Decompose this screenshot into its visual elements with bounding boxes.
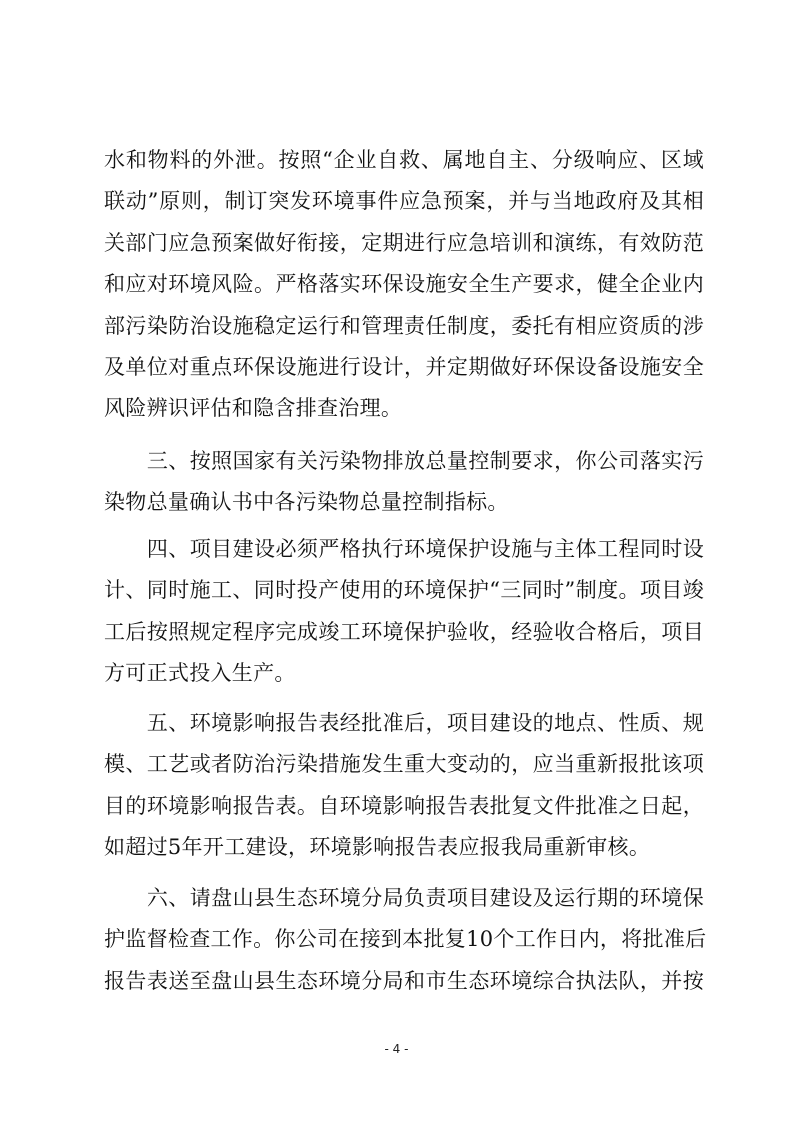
text-line: 如超过5年开工建设，环境影响报告表应报我局重新审核。 — [104, 835, 651, 860]
text-line: 模、工艺或者防治污染措施发生重大变动的，应当重新报批该项 — [104, 752, 704, 777]
paragraph-item-6 — [104, 878, 707, 1002]
text-line: 护监督检查工作。你公司在接到本批复10个工作日内，将批准后 — [104, 927, 707, 952]
text-line: 部污染防治设施稳定运行和管理责任制度，委托有相应资质的涉 — [104, 313, 704, 338]
paragraph-item-4 — [104, 529, 704, 695]
text-line: 水和物料的外泄。按照“企业自救、属地自主、分级响应、区域 — [104, 148, 704, 172]
text-line: 染物总量确认书中各污染物总量控制指标。 — [104, 490, 509, 515]
text-line: 目的环境影响报告表。自环境影响报告表批复文件批准之日起， — [104, 793, 704, 818]
text-line: 四、项目建设必须严格执行环境保护设施与主体工程同时设 — [104, 537, 704, 561]
text-line: 工后按照规定程序完成竣工环境保护验收，经验收合格后，项目 — [104, 619, 704, 644]
text-line: 及单位对重点环保设施进行设计，并定期做好环保设备设施安全 — [104, 354, 704, 379]
paragraph-continuation — [104, 140, 704, 430]
page-number: - 4 - — [384, 1042, 409, 1056]
text-line: 风险辨识评估和隐含排查治理。 — [104, 396, 403, 421]
text-line: 计、同时施工、同时投产使用的环境保护“三同时”制度。项目竣 — [104, 578, 704, 603]
text-line: 五、环境影响报告表经批准后，项目建设的地点、性质、规 — [104, 711, 704, 735]
text-line: 三、按照国家有关污染物排放总量控制要求，你公司落实污 — [104, 449, 704, 473]
text-line: 方可正式投入生产。 — [104, 661, 296, 686]
text-line: 报告表送至盘山县生态环境分局和市生态环境综合执法队，并按 — [104, 968, 704, 993]
paragraph-item-3 — [104, 441, 704, 524]
paragraph-item-5 — [104, 703, 704, 869]
text-line: 关部门应急预案做好衔接，定期进行应急培训和演练，有效防范 — [104, 230, 704, 255]
text-line: 和应对环境风险。严格落实环保设施安全生产要求，健全企业内 — [104, 272, 704, 297]
text-line: 联动”原则，制订突发环境事件应急预案，并与当地政府及其相 — [104, 189, 704, 214]
text-line: 六、请盘山县生态环境分局负责项目建设及运行期的环境保 — [104, 886, 704, 910]
